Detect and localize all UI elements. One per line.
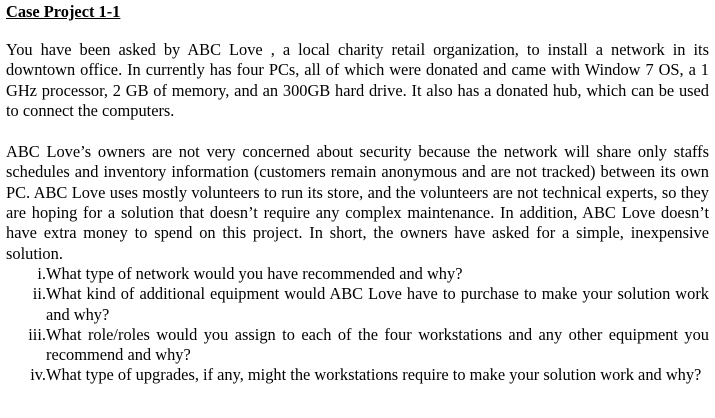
question-list bbox=[6, 264, 709, 386]
question-number: iv. bbox=[30, 365, 46, 385]
paragraph-owners: ABC Love’s owners are not very concerned about security because the network will share only staffs schedules and inventory information (customers remain anonymous and are not tracked) between its own PC. ABC Love uses mostly volunteers to run its store, and the volunteers are not technical experts, so they are hoping for a solution that doesn’t require any complex maintenance. In addition, ABC Love doesn’t have extra money to spend on this project. In short, the owners have asked for a simple, inexpensive solution. bbox=[6, 142, 709, 263]
case-project-title: Case Project 1-1 bbox=[6, 2, 121, 21]
question-text: What kind of additional equipment would ABC Love have to purchase to make your solution work and why? bbox=[46, 284, 709, 324]
question-text: What type of upgrades, if any, might the workstations require to make your solution work and why? bbox=[46, 365, 702, 385]
question-item bbox=[6, 365, 709, 385]
question-number: iii. bbox=[28, 324, 46, 344]
question-number: ii. bbox=[32, 284, 46, 304]
question-text: What role/roles would you assign to each of the four workstations and any other equipment you recommend and why? bbox=[46, 324, 709, 365]
question-item bbox=[6, 325, 709, 366]
question-item bbox=[6, 264, 709, 284]
question-item bbox=[6, 284, 709, 325]
question-text: What type of network would you have recommended and why? bbox=[46, 263, 463, 283]
paragraph-intro: You have been asked by ABC Love , a local charity retail organization, to install a network in its downtown office. In currently has four PCs, all of which were donated and came with Window 7 OS, a 1 GHz processor, 2 GB of memory, and an 300GB hard drive. It also has a donated hub, which can be used to connect the computers. bbox=[6, 40, 709, 120]
question-number: i. bbox=[37, 263, 46, 283]
